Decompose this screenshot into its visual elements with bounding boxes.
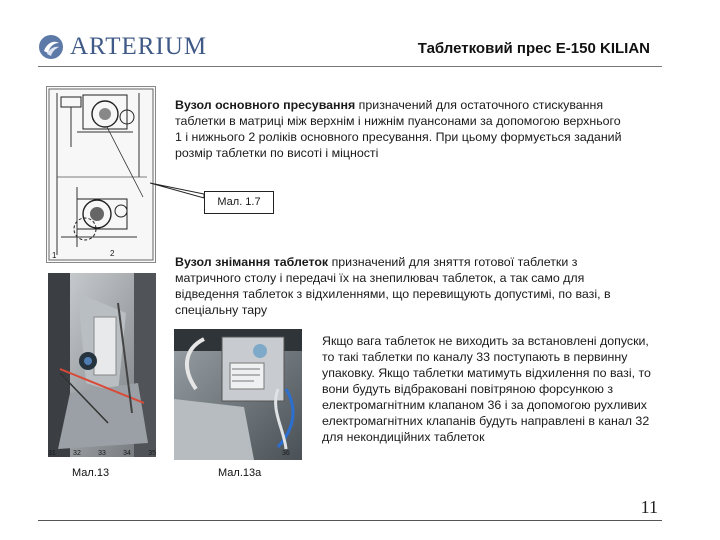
footer-divider (38, 520, 662, 521)
photo13-number-row (48, 450, 156, 457)
photo13-number-31: 31 (48, 450, 56, 457)
photo13a-caption: Мал.13а (218, 467, 262, 479)
section-pressing-paragraph (175, 97, 625, 161)
section-removal-text: призначений для зняття готової таблетки з матричного столу і передачі їх на знепилювач таблеток, а так само для відведення таблеток з відхиленнями, що перевищують допустимі, по вазі, в спеціальну тару (175, 255, 611, 317)
photo13-number-33: 33 (98, 450, 106, 457)
photo13-caption: Мал.13 (72, 467, 110, 479)
figure-1-7-label: Мал. 1.7 (204, 191, 274, 214)
photo13-number-35: 35 (148, 450, 156, 457)
arterium-logo-icon (38, 34, 64, 60)
header-divider (38, 66, 662, 67)
brand-logo-text: ARTERIUM (70, 33, 208, 60)
sorting-paragraph: Якщо вага таблеток не виходить за встановлені допуски, то такі таблетки по каналу 33 поступають в первинну упаковку. Якщо таблетки матимуть відхилення по вазі, то вони будуть відбраковані повітряною форсункою з електромагнітним клапаном 36 і за допомогою рухливих електромагнітних клапанів будуть направлені в канал 32 для некондиційних таблеток (322, 334, 651, 444)
section-removal-paragraph (175, 254, 645, 318)
page-title: Таблетковий прес Е-150 KILIAN (417, 40, 650, 57)
photo13-number-32: 32 (73, 450, 81, 457)
drawing-number-1: 1 (52, 251, 57, 260)
photo13-number-34: 34 (123, 450, 131, 457)
solenoid-valve-photo (174, 329, 302, 460)
tablet-removal-photo (48, 273, 156, 457)
drawing-number-2: 2 (110, 249, 115, 258)
section-removal-heading: Вузол знімання таблеток (175, 255, 329, 269)
section-pressing-heading: Вузол основного пресування (175, 98, 356, 112)
page-number: 11 (640, 497, 658, 517)
photo13a-number-36: 36 (282, 450, 290, 457)
section-pressing-text: призначений для остаточного стискування таблетки в матриці між верхнім і нижнім пуансонами за допомогою верхнього 1 і нижнього 2 роліків основного пресування. При цьому формується заданий розмір таблетки по висоті і міцності (175, 98, 622, 160)
press-assembly-drawing (46, 86, 156, 263)
callout-pointer (150, 176, 210, 206)
